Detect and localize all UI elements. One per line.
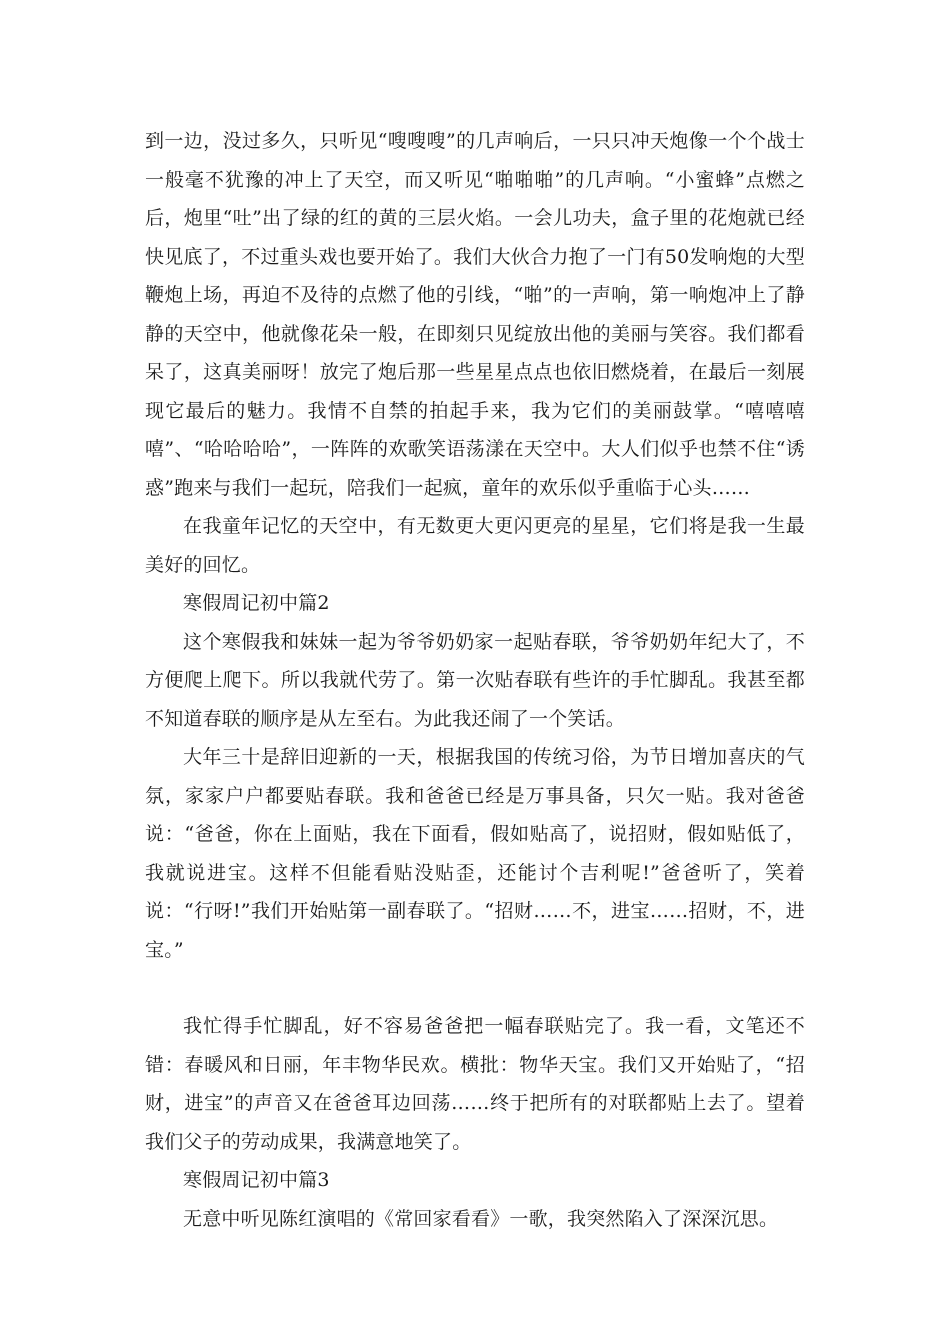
section-heading-3: 寒假周记初中篇3	[183, 1169, 330, 1191]
document-body	[145, 122, 805, 1238]
paragraph-memory: 在我童年记忆的天空中，有无数更大更闪更亮的星星，它们将是我一生最美好的回忆。	[145, 515, 805, 576]
paragraph-couplets-done: 我忙得手忙脚乱，好不容易爸爸把一幅春联贴完了。我一看，文笔还不错：春暖风和日丽，年丰物华民欢。横批：物华天宝。我们又开始贴了，“招财，进宝”的声音又在爸爸耳边回荡……终于把所有的对联都贴上去了。望着我们父子的劳动成果，我满意地笑了。	[145, 1015, 805, 1153]
section-heading-2: 寒假周记初中篇2	[183, 592, 330, 614]
paragraph-fireworks: 到一边，没过多久，只听见“嗖嗖嗖”的几声响后，一只只冲天炮像一个个战士一般毫不犹豫的冲上了天空，而又听见“啪啪啪”的几声响。“小蜜蜂”点燃之后，炮里“吐”出了绿的红的黄的三层火焰。一会儿功夫，盒子里的花炮就已经快见底了，不过重头戏也要开始了。我们大伙合力抱了一门有50发响炮的大型鞭炮上场，再迫不及待的点燃了他的引线，“啪”的一声响，第一响炮冲上了静静的天空中，他就像花朵一般，在即刻只见绽放出他的美丽与笑容。我们都看呆了，这真美丽呀！放完了炮后那一些星星点点也依旧燃烧着，在最后一刻展现它最后的魅力。我情不自禁的拍起手来，我为它们的美丽鼓掌。“嘻嘻嘻嘻”、“哈哈哈哈”，一阵阵的欢歌笑语荡漾在天空中。大人们似乎也禁不住“诱惑”跑来与我们一起玩，陪我们一起疯，童年的欢乐似乎重临于心头……	[145, 130, 805, 499]
paragraph-couplets-intro: 这个寒假我和妹妹一起为爷爷奶奶家一起贴春联，爷爷奶奶年纪大了，不方便爬上爬下。所以我就代劳了。第一次贴春联有些许的手忙脚乱。我甚至都不知道春联的顺序是从左至右。为此我还闹了一个笑话。	[145, 630, 805, 730]
paragraph-song: 无意中听见陈红演唱的《常回家看看》一歌，我突然陷入了深深沉思。	[183, 1207, 779, 1230]
paragraph-gap	[145, 969, 805, 1007]
paragraph-new-year-eve: 大年三十是辞旧迎新的一天，根据我国的传统习俗，为节日增加喜庆的气氛，家家户户都要贴春联。我和爸爸已经是万事具备，只欠一贴。我对爸爸说：“爸爸，你在上面贴，我在下面看，假如贴高了，说招财，假如贴低了，我就说进宝。这样不但能看贴没贴歪，还能讨个吉利呢!”爸爸听了，笑着说：“行呀!”我们开始贴第一副春联了。“招财……不，进宝……招财，不，进宝。”	[145, 746, 805, 961]
